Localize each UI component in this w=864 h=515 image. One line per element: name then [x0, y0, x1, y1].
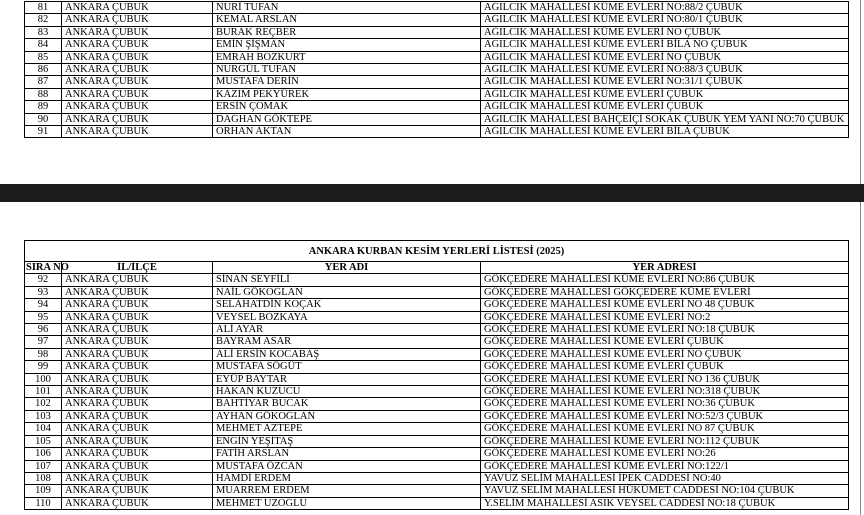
- row-number: 98: [25, 348, 62, 360]
- row-number: 109: [25, 485, 62, 497]
- row-number: 84: [25, 39, 62, 51]
- row-number: 83: [25, 26, 62, 38]
- row-number: 97: [25, 336, 62, 348]
- row-il-ilce: ANKARA ÇUBUK: [62, 2, 213, 14]
- row-yer-adi: ALİ ERSİN KOCABAŞ: [213, 348, 481, 360]
- row-yer-adresi: GÖKÇEDERE MAHALLESİ KÜME EVLERİ NO ÇUBUK: [481, 348, 849, 360]
- row-yer-adi: SİNAN SEYFİLİ: [213, 274, 481, 286]
- row-yer-adi: ALİ AYAR: [213, 324, 481, 336]
- page-separator: [0, 184, 864, 202]
- row-yer-adresi: GÖKÇEDERE MAHALLESİ KÜME EVLERİ NO:318 ÇUBUK: [481, 386, 849, 398]
- row-yer-adi: ORHAN AKTAN: [213, 126, 481, 138]
- row-number: 96: [25, 324, 62, 336]
- row-yer-adresi: AĞILCIK MAHALLESİ KÜME EVLERİ BİLA ÇUBUK: [481, 126, 849, 138]
- row-yer-adresi: GÖKÇEDERE MAHALLESİ KÜME EVLERİ NO:36 ÇUBUK: [481, 398, 849, 410]
- row-yer-adi: HAMDİ ERDEM: [213, 472, 481, 484]
- row-yer-adresi: GÖKÇEDERE MAHALLESİ KÜME EVLERİ ÇUBUK: [481, 361, 849, 373]
- row-number: 101: [25, 386, 62, 398]
- table-row: [25, 336, 849, 348]
- row-il-ilce: ANKARA ÇUBUK: [62, 26, 213, 38]
- table-row: [25, 472, 849, 484]
- header-yer-adresi: YER ADRESİ: [481, 262, 849, 274]
- row-yer-adresi: GÖKÇEDERE MAHALLESİ KÜME EVLERİ ÇUBUK: [481, 336, 849, 348]
- table-row: [25, 386, 849, 398]
- table-row: [25, 39, 849, 51]
- row-il-ilce: ANKARA ÇUBUK: [62, 386, 213, 398]
- row-il-ilce: ANKARA ÇUBUK: [62, 14, 213, 26]
- row-number: 94: [25, 299, 62, 311]
- row-yer-adresi: GÖKÇEDERE MAHALLESİ KÜME EVLERİ NO:122/1: [481, 460, 849, 472]
- row-number: 105: [25, 435, 62, 447]
- row-yer-adi: FATİH ARSLAN: [213, 448, 481, 460]
- row-number: 102: [25, 398, 62, 410]
- row-il-ilce: ANKARA ÇUBUK: [62, 460, 213, 472]
- row-yer-adresi: YAVUZ SELİM MAHALLESİ HÜKÜMET CADDESİ NO:104 ÇUBUK: [481, 485, 849, 497]
- row-yer-adresi: AĞILCIK MAHALLESİ KÜME EVLERİ NO:88/3 ÇUBUK: [481, 64, 849, 76]
- table-row: [25, 348, 849, 360]
- row-yer-adresi: GÖKÇEDERE MAHALLESİ KÜME EVLERİ NO 136 ÇUBUK: [481, 373, 849, 385]
- table-row: [25, 361, 849, 373]
- row-yer-adresi: AĞILCIK MAHALLESİ KÜME EVLERİ NO:31/1 ÇUBUK: [481, 76, 849, 88]
- table-row: [25, 435, 849, 447]
- table-row: [25, 448, 849, 460]
- row-number: 86: [25, 64, 62, 76]
- row-yer-adi: MUARREM ERDEM: [213, 485, 481, 497]
- row-number: 87: [25, 76, 62, 88]
- row-number: 103: [25, 410, 62, 422]
- row-il-ilce: ANKARA ÇUBUK: [62, 311, 213, 323]
- row-il-ilce: ANKARA ÇUBUK: [62, 348, 213, 360]
- row-yer-adresi: AĞILCIK MAHALLESİ KÜME EVLERİ NO:80/1 ÇUBUK: [481, 14, 849, 26]
- row-il-ilce: ANKARA ÇUBUK: [62, 39, 213, 51]
- row-yer-adi: NURİ TUFAN: [213, 2, 481, 14]
- row-il-ilce: ANKARA ÇUBUK: [62, 435, 213, 447]
- row-il-ilce: ANKARA ÇUBUK: [62, 324, 213, 336]
- table-row: [25, 101, 849, 113]
- row-il-ilce: ANKARA ÇUBUK: [62, 126, 213, 138]
- row-yer-adresi: AĞILCIK MAHALLESİ KÜME EVLERİ ÇUBUK: [481, 101, 849, 113]
- table-row: [25, 126, 849, 138]
- table-row: [25, 2, 849, 14]
- row-il-ilce: ANKARA ÇUBUK: [62, 286, 213, 298]
- table-row: [25, 497, 849, 509]
- table-row: [25, 26, 849, 38]
- row-yer-adresi: GÖKÇEDERE MAHALLESİ KÜME EVLERİ NO 87 ÇUBUK: [481, 423, 849, 435]
- row-number: 81: [25, 2, 62, 14]
- row-yer-adresi: GÖKÇEDERE MAHALLESİ KÜME EVLERİ NO:26: [481, 448, 849, 460]
- row-number: 90: [25, 113, 62, 125]
- row-il-ilce: ANKARA ÇUBUK: [62, 336, 213, 348]
- row-number: 91: [25, 126, 62, 138]
- row-number: 95: [25, 311, 62, 323]
- row-il-ilce: ANKARA ÇUBUK: [62, 472, 213, 484]
- row-yer-adresi: AĞILCIK MAHALLESİ KÜME EVLERİ BİLA NO ÇUBUK: [481, 39, 849, 51]
- row-il-ilce: ANKARA ÇUBUK: [62, 410, 213, 422]
- table-row: [25, 460, 849, 472]
- row-yer-adi: MUSTAFA ÖZCAN: [213, 460, 481, 472]
- row-yer-adresi: AĞILCIK MAHALLESİ KÜME EVLERİ NO:88/2 ÇUBUK: [481, 2, 849, 14]
- row-yer-adi: NAİL GÖKOĞLAN: [213, 286, 481, 298]
- page-edge-bottom: [860, 202, 861, 515]
- row-number: 110: [25, 497, 62, 509]
- row-yer-adresi: GÖKÇEDERE MAHALLESİ KÜME EVLERİ NO:52/3 ÇUBUK: [481, 410, 849, 422]
- table-row: [25, 410, 849, 422]
- row-il-ilce: ANKARA ÇUBUK: [62, 497, 213, 509]
- row-number: 107: [25, 460, 62, 472]
- table-row: [25, 299, 849, 311]
- table-row: [25, 76, 849, 88]
- table-row: [25, 324, 849, 336]
- row-il-ilce: ANKARA ÇUBUK: [62, 485, 213, 497]
- row-yer-adresi: AĞILCIK MAHALLESİ KÜME EVLERİ ÇUBUK: [481, 88, 849, 100]
- row-number: 108: [25, 472, 62, 484]
- row-number: 88: [25, 88, 62, 100]
- row-yer-adi: MUSTAFA DERİN: [213, 76, 481, 88]
- row-il-ilce: ANKARA ÇUBUK: [62, 101, 213, 113]
- row-yer-adi: NURGÜL TUFAN: [213, 64, 481, 76]
- row-yer-adresi: GÖKÇEDERE MAHALLESİ KÜME EVLERİ NO:112 ÇUBUK: [481, 435, 849, 447]
- top-table: [24, 1, 849, 138]
- row-number: 89: [25, 101, 62, 113]
- row-yer-adi: MEHMET AZTEPE: [213, 423, 481, 435]
- table-row: [25, 398, 849, 410]
- row-number: 106: [25, 448, 62, 460]
- row-yer-adresi: GÖKÇEDERE MAHALLESİ KÜME EVLERİ NO 48 ÇUBUK: [481, 299, 849, 311]
- row-number: 92: [25, 274, 62, 286]
- bottom-table: [24, 261, 849, 510]
- row-yer-adi: BAYRAM ASAR: [213, 336, 481, 348]
- top-table-body: [25, 2, 849, 138]
- table-header-row: [25, 262, 849, 274]
- row-number: 104: [25, 423, 62, 435]
- row-il-ilce: ANKARA ÇUBUK: [62, 113, 213, 125]
- row-yer-adi: HAKAN KUZUCU: [213, 386, 481, 398]
- row-yer-adi: BAHTİYAR BUCAK: [213, 398, 481, 410]
- row-yer-adi: SELAHATDİN KOÇAK: [213, 299, 481, 311]
- row-il-ilce: ANKARA ÇUBUK: [62, 88, 213, 100]
- table-row: [25, 373, 849, 385]
- row-yer-adresi: Y.SELİM MAHALLESİ ASIK VEYSEL CADDESİ NO:18 ÇUBUK: [481, 497, 849, 509]
- row-yer-adi: ENGİN YEŞİTAŞ: [213, 435, 481, 447]
- row-il-ilce: ANKARA ÇUBUK: [62, 448, 213, 460]
- row-yer-adresi: GÖKÇEDERE MAHALLESİ KÜME EVLERİ NO:86 ÇUBUK: [481, 274, 849, 286]
- table-row: [25, 51, 849, 63]
- row-yer-adi: ERSİN ÇOMAK: [213, 101, 481, 113]
- row-yer-adi: MEHMET UZOĞLU: [213, 497, 481, 509]
- row-yer-adresi: GÖKÇEDERE MAHALLESİ GÖKÇEDERE KÜME EVLERİ: [481, 286, 849, 298]
- row-il-ilce: ANKARA ÇUBUK: [62, 274, 213, 286]
- row-number: 82: [25, 14, 62, 26]
- table-row: [25, 423, 849, 435]
- row-il-ilce: ANKARA ÇUBUK: [62, 361, 213, 373]
- row-number: 85: [25, 51, 62, 63]
- row-number: 93: [25, 286, 62, 298]
- bottom-table-body: [25, 274, 849, 510]
- table-row: [25, 14, 849, 26]
- table-row: [25, 485, 849, 497]
- table-row: [25, 286, 849, 298]
- row-il-ilce: ANKARA ÇUBUK: [62, 398, 213, 410]
- row-il-ilce: ANKARA ÇUBUK: [62, 76, 213, 88]
- row-yer-adi: EYÜP BAYTAR: [213, 373, 481, 385]
- row-yer-adresi: AĞILCIK MAHALLESİ KÜME EVLERİ NO ÇUBUK: [481, 26, 849, 38]
- table-title: ANKARA KURBAN KESİM YERLERİ LİSTESİ (2025): [24, 240, 849, 261]
- row-yer-adi: DAĞHAN GÖKTEPE: [213, 113, 481, 125]
- header-il-ilce: İL/İLÇE: [62, 262, 213, 274]
- table-row: [25, 88, 849, 100]
- row-yer-adi: KEMAL ARSLAN: [213, 14, 481, 26]
- row-yer-adi: AYHAN GÖKOĞLAN: [213, 410, 481, 422]
- table-row: [25, 274, 849, 286]
- row-yer-adresi: AĞILCIK MAHALLESİ BAHÇEİÇİ SOKAK ÇUBUK YEM YANI NO:70 ÇUBUK: [481, 113, 849, 125]
- page-edge-top: [860, 0, 861, 184]
- row-yer-adresi: YAVUZ SELİM MAHALLESİ İPEK CADDESİ NO:40: [481, 472, 849, 484]
- table-row: [25, 311, 849, 323]
- row-il-ilce: ANKARA ÇUBUK: [62, 64, 213, 76]
- row-yer-adresi: GÖKÇEDERE MAHALLESİ KÜME EVLERİ NO:2: [481, 311, 849, 323]
- row-yer-adi: EMRAH BOZKURT: [213, 51, 481, 63]
- row-number: 99: [25, 361, 62, 373]
- row-yer-adi: EMİN ŞİŞMAN: [213, 39, 481, 51]
- row-yer-adi: KAZIM PEKYÜREK: [213, 88, 481, 100]
- row-yer-adresi: GÖKÇEDERE MAHALLESİ KÜME EVLERİ NO:18 ÇUBUK: [481, 324, 849, 336]
- row-il-ilce: ANKARA ÇUBUK: [62, 299, 213, 311]
- row-number: 100: [25, 373, 62, 385]
- table-row: [25, 64, 849, 76]
- row-yer-adi: VEYSEL BOZKAYA: [213, 311, 481, 323]
- row-il-ilce: ANKARA ÇUBUK: [62, 423, 213, 435]
- table-row: [25, 113, 849, 125]
- row-yer-adresi: AĞILCIK MAHALLESİ KÜME EVLERİ NO ÇUBUK: [481, 51, 849, 63]
- row-il-ilce: ANKARA ÇUBUK: [62, 373, 213, 385]
- row-il-ilce: ANKARA ÇUBUK: [62, 51, 213, 63]
- row-yer-adi: MUSTAFA SÖĞÜT: [213, 361, 481, 373]
- row-yer-adi: BURAK REÇBER: [213, 26, 481, 38]
- header-sira-no: SIRA NO: [26, 262, 69, 273]
- header-yer-adi: YER ADI: [213, 262, 481, 274]
